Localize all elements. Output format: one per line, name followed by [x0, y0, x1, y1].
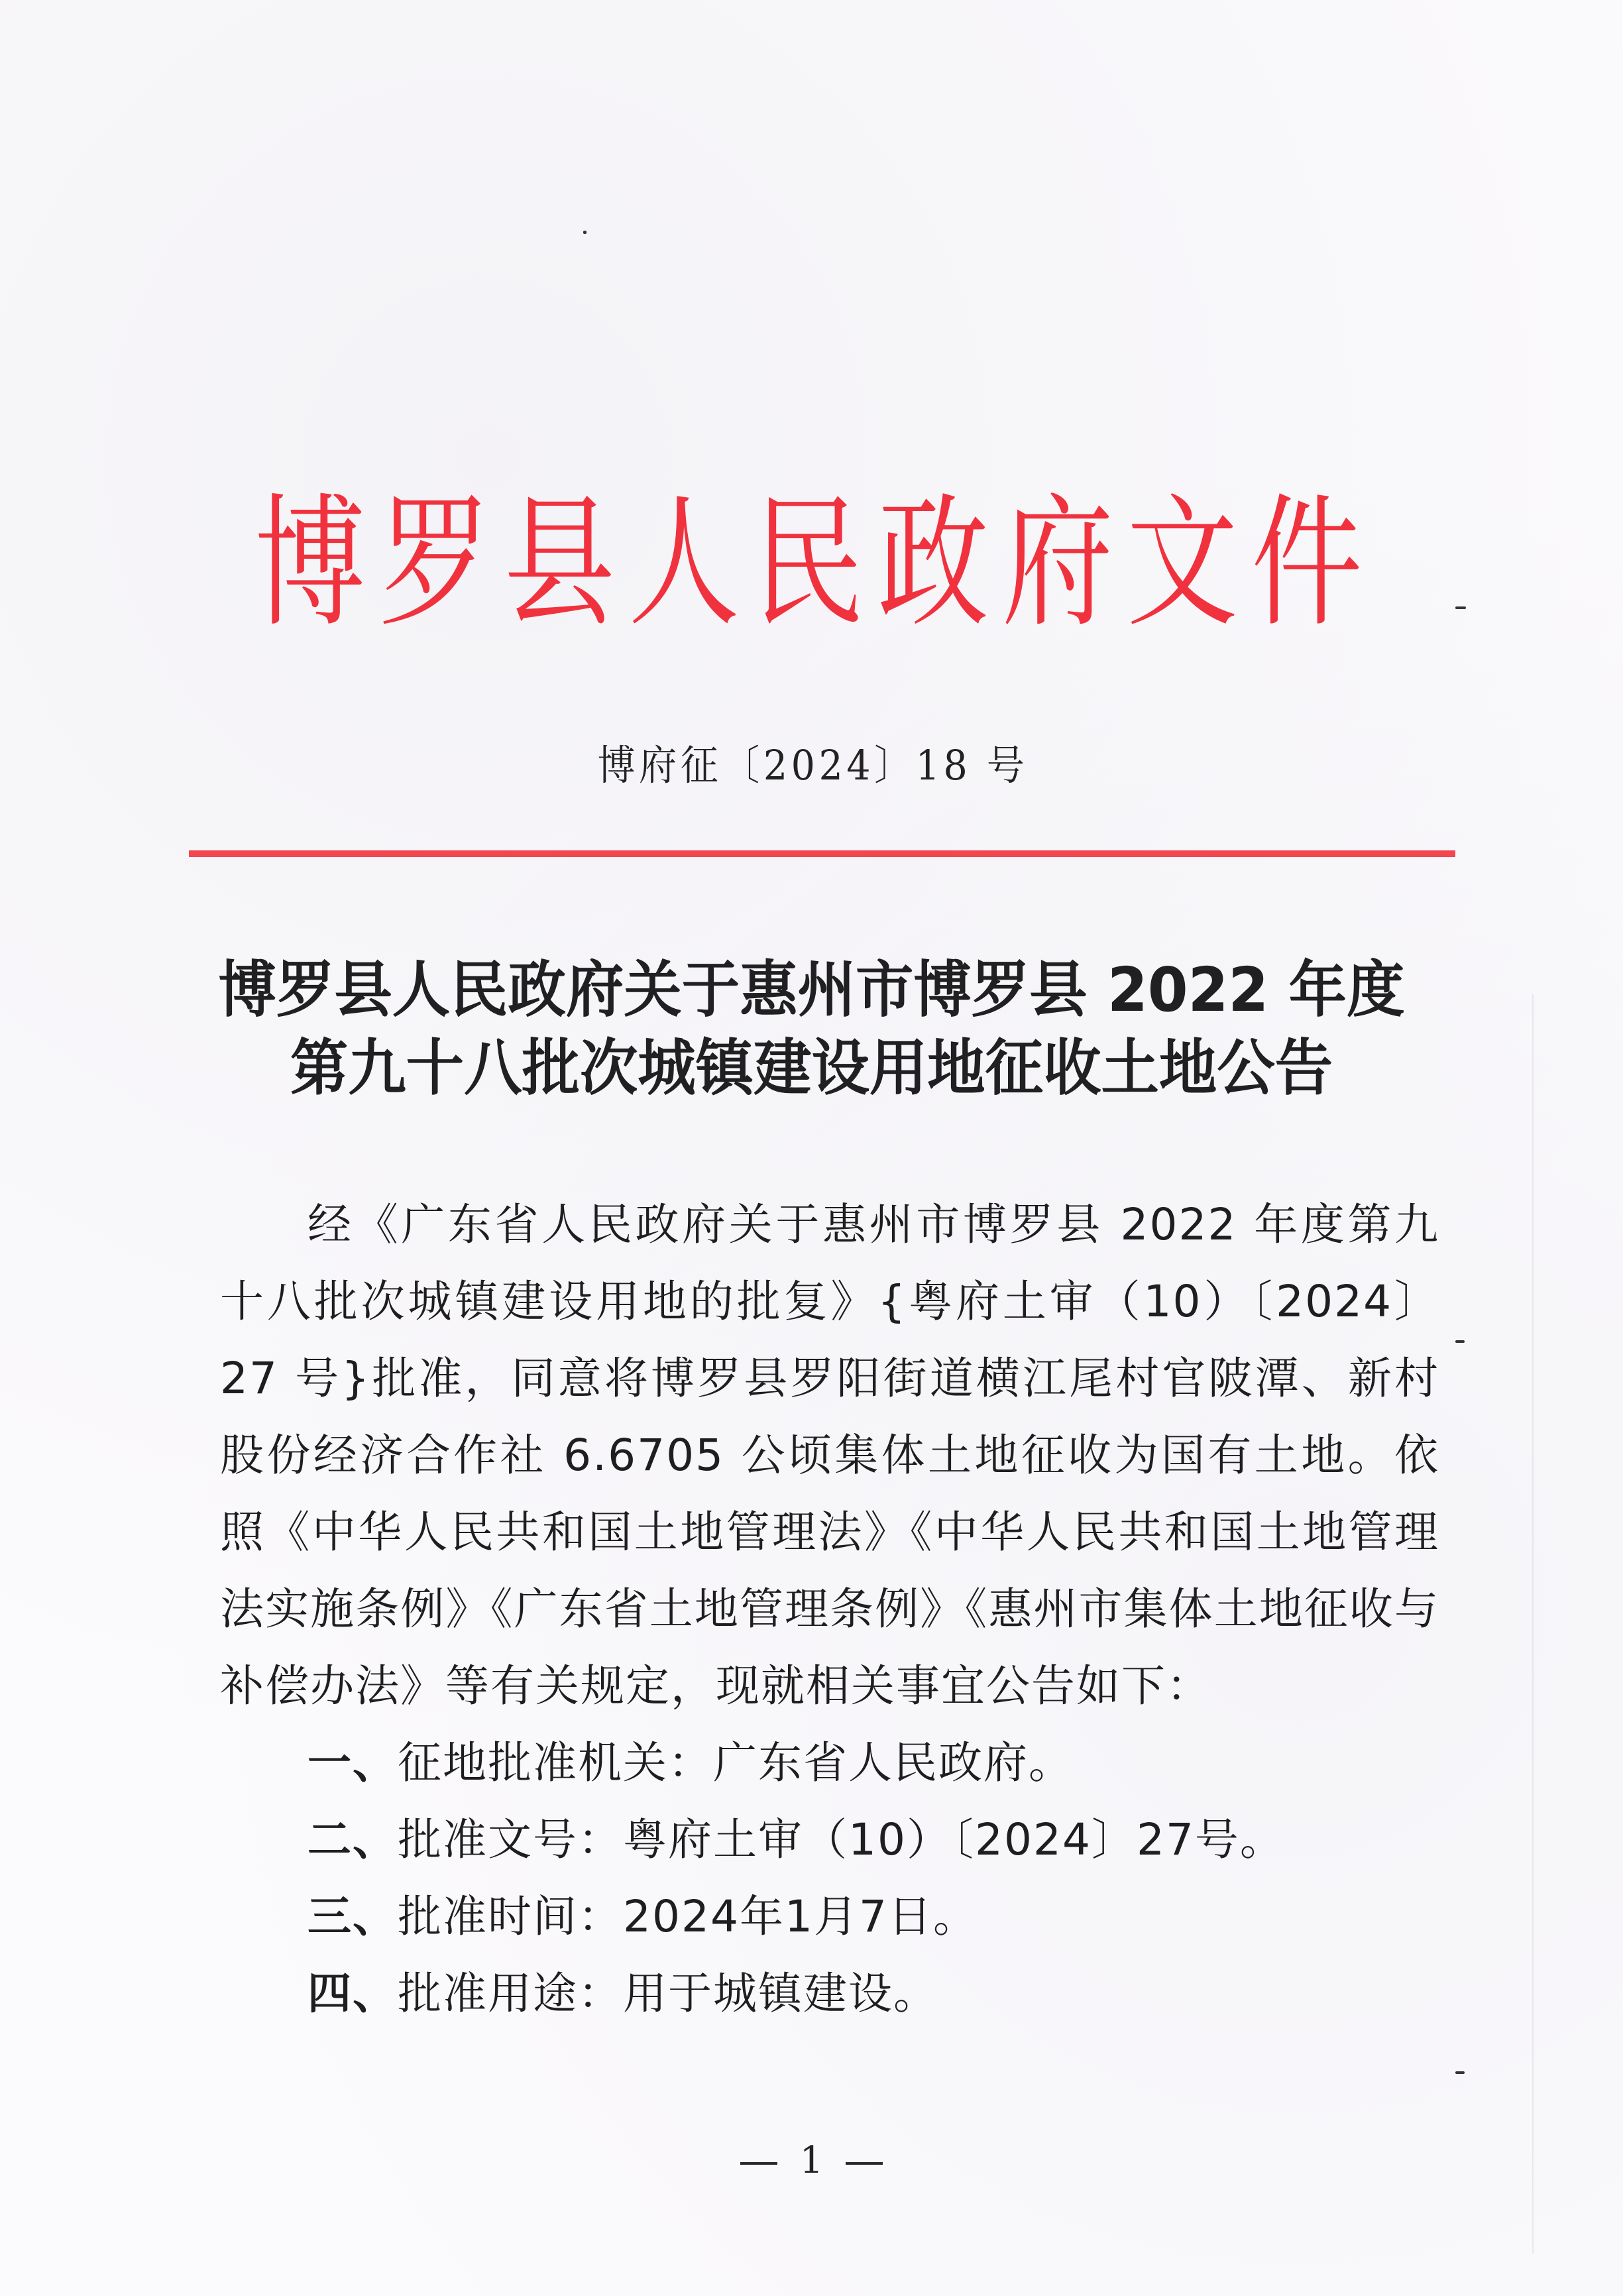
intro-paragraph: 经《广东省人民政府关于惠州市博罗县 2022 年度第九十八批次城镇建设用地的批复》{粤府土审（10）〔2024〕27 号}批准，同意将博罗县罗阳街道横江尾村官陂潭、新村股份经济合作社 6.6705 公顷集体土地征收为国有土地。依照《中华人民共和国土地管理法》《中华人民共和国土地管理法实施条例》《广东省土地管理条例》《惠州市集体土地征收与补偿办法》等有关规定，现就相关事宜公告如下： — [220, 1199, 1439, 1711]
item-label: 征地批准机关： — [398, 1737, 713, 1788]
title-line-1: 博罗县人民政府关于惠州市博罗县 2022 年度 — [218, 954, 1405, 1025]
list-item-approval-authority — [220, 1725, 1439, 1802]
document-masthead: 博罗县人民政府文件 — [254, 480, 1376, 646]
scan-artifact-line — [1532, 994, 1534, 2254]
item-number: 一、 — [308, 1737, 398, 1788]
document-body — [220, 1186, 1439, 2032]
scan-speck — [1455, 1340, 1465, 1343]
dash-left — [740, 2162, 777, 2165]
item-value: 广东省人民政府。 — [713, 1737, 1074, 1788]
page-number-footer — [0, 2138, 1623, 2184]
item-value: 2024年1月7日。 — [623, 1891, 978, 1942]
scan-speck — [583, 231, 587, 234]
item-value: 粤府土审（10）〔2024〕27号。 — [623, 1814, 1285, 1865]
item-number: 四、 — [308, 1968, 398, 2019]
scan-speck — [1455, 606, 1466, 609]
page-number: 1 — [799, 2139, 824, 2182]
title-line-2: 第九十八批次城镇建设用地征收土地公告 — [290, 1033, 1333, 1104]
item-value: 用于城镇建设。 — [623, 1968, 938, 2019]
item-label: 批准用途： — [398, 1968, 623, 2019]
list-item-approved-use — [220, 1955, 1439, 2032]
list-item-approval-number — [220, 1802, 1439, 1878]
document-title — [0, 951, 1623, 1108]
document-number: 博府征〔2024〕18 号 — [597, 741, 1029, 789]
item-label: 批准时间： — [398, 1891, 623, 1942]
red-divider-rule — [189, 850, 1455, 857]
dash-right — [846, 2162, 883, 2165]
scan-speck — [1455, 2071, 1465, 2074]
item-number: 三、 — [308, 1891, 398, 1942]
item-label: 批准文号： — [398, 1814, 623, 1865]
item-number: 二、 — [308, 1814, 398, 1865]
list-item-approval-date — [220, 1878, 1439, 1955]
